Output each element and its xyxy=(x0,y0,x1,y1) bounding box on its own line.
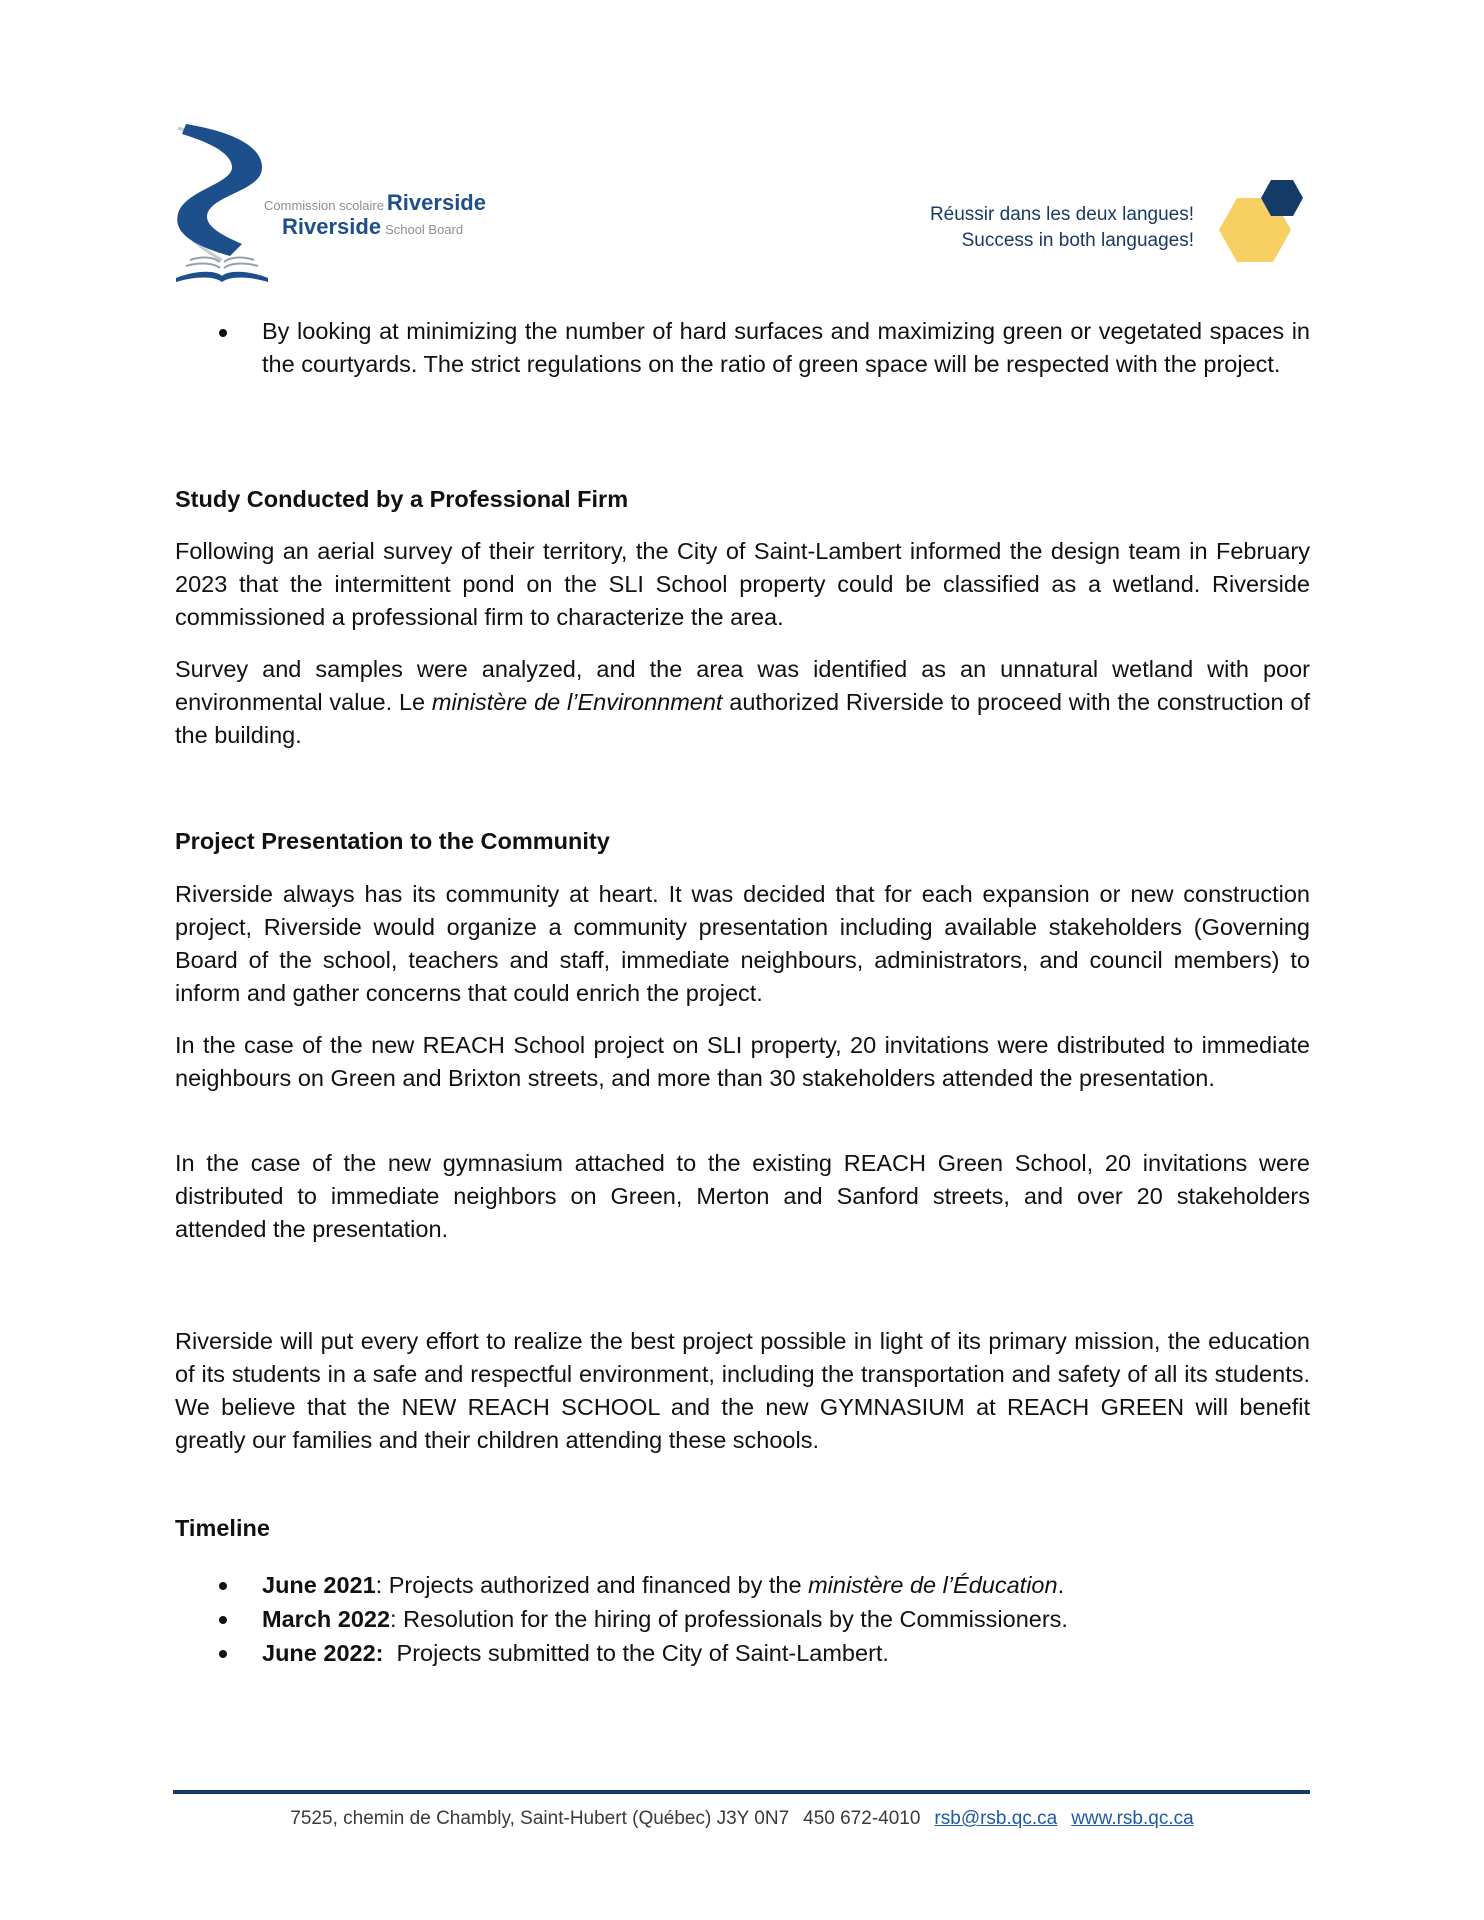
list-item xyxy=(175,315,1310,381)
timeline-date: March 2022 xyxy=(262,1606,391,1632)
bullet-icon xyxy=(219,329,227,337)
italic-text: ministère de l’Environnment xyxy=(431,689,723,715)
footer-website-link[interactable]: www.rsb.qc.ca xyxy=(1071,1808,1194,1829)
text-run: : xyxy=(390,1606,404,1632)
logo-text-line2 xyxy=(282,214,463,240)
paragraph: Following an aerial survey of their territory, the City of Saint-Lambert informed the design team in February 2023 that the intermittent pond on the SLI School property could be classified as a wetland. Riverside commissioned a professional firm to characterize the area. xyxy=(175,538,1310,630)
footer-email-link[interactable]: rsb@rsb.qc.ca xyxy=(934,1808,1058,1829)
timeline-text: Resolution for the hiring of professionals by the Commissioners. xyxy=(403,1606,1068,1632)
paragraph: Riverside will put every effort to realize the best project possible in light of its primary mission, the education of its students in a safe and respectful environment, including the transportation and safety of all its students. We believe that the NEW REACH SCHOOL and the new GYMNASIUM at REACH GREEN will benefit greatly our families and their children attending these schools. xyxy=(175,1328,1310,1453)
footer-phone: 450 672-4010 xyxy=(803,1808,921,1829)
timeline-date: June 2021 xyxy=(262,1572,376,1598)
timeline-text: Projects submitted to the City of Saint-Lambert. xyxy=(396,1640,889,1666)
logo-brand-text: Riverside xyxy=(282,214,382,239)
logo-text-line1 xyxy=(264,190,486,216)
footer-divider xyxy=(173,1790,1310,1794)
timeline-item xyxy=(175,1568,1310,1602)
timeline-item xyxy=(175,1636,1310,1670)
tagline-english: Success in both languages! xyxy=(961,230,1194,251)
section-heading-presentation: Project Presentation to the Community xyxy=(175,828,610,854)
timeline-item xyxy=(175,1602,1310,1636)
bullet-icon xyxy=(219,1582,227,1590)
logo-brand-text: Riverside xyxy=(386,190,486,215)
paragraph: In the case of the new REACH School project on SLI property, 20 invitations were distributed to immediate neighbours on Green and Brixton streets, and more than 30 stakeholders attended the presentation. xyxy=(175,1032,1310,1091)
hexagons-icon xyxy=(1207,176,1317,271)
text-run: : xyxy=(375,1572,389,1598)
intro-bullet-list xyxy=(175,315,1310,381)
text-run: authorized Riverside to proceed with the construction of the building. xyxy=(175,689,1310,748)
river-book-logo-icon xyxy=(172,120,272,290)
tagline xyxy=(930,202,1194,254)
text-run: . xyxy=(1057,1572,1065,1598)
timeline-text: Projects authorized and financed by the xyxy=(388,1572,809,1598)
timeline-date: June 2022: xyxy=(262,1640,384,1666)
bullet-icon xyxy=(219,1650,227,1658)
section-heading-timeline: Timeline xyxy=(175,1515,270,1541)
paragraph xyxy=(175,653,1310,752)
logo-school-board-text: School Board xyxy=(385,222,464,237)
riverside-logo xyxy=(172,120,512,290)
logo-commission-text: Commission scolaire xyxy=(264,198,384,213)
tagline-french: Réussir dans les deux langues! xyxy=(929,204,1194,225)
bullet-text: By looking at minimizing the number of hard surfaces and maximizing green or vegetated spaces in the courtyards. The strict regulations on the ratio of green space will be respected with the project. xyxy=(262,318,1310,377)
timeline-list xyxy=(175,1568,1310,1670)
section-heading-study: Study Conducted by a Professional Firm xyxy=(175,486,629,512)
footer-address: 7525, chemin de Chambly, Saint-Hubert (Québec) J3Y 0N7 xyxy=(290,1808,790,1829)
paragraph: In the case of the new gymnasium attached to the existing REACH Green School, 20 invitations were distributed to immediate neighbors on Green, Merton and Sanford streets, and over 20 stakeholders attended the presentation. xyxy=(175,1150,1310,1242)
footer xyxy=(0,1808,1484,1830)
bullet-icon xyxy=(219,1616,227,1624)
text-run xyxy=(383,1640,396,1666)
text-run: Survey and samples were analyzed, and the area was identified as an unnatural wetland with poor environmental value. Le xyxy=(175,656,1310,715)
paragraph: Riverside always has its community at heart. It was decided that for each expansion or new construction project, Riverside would organize a community presentation including available stakeholders (Governing Board of the school, teachers and staff, immediate neighbours, administrators, and council members) to inform and gather concerns that could enrich the project. xyxy=(175,881,1310,1006)
italic-text: ministère de l’Éducation xyxy=(808,1572,1058,1598)
